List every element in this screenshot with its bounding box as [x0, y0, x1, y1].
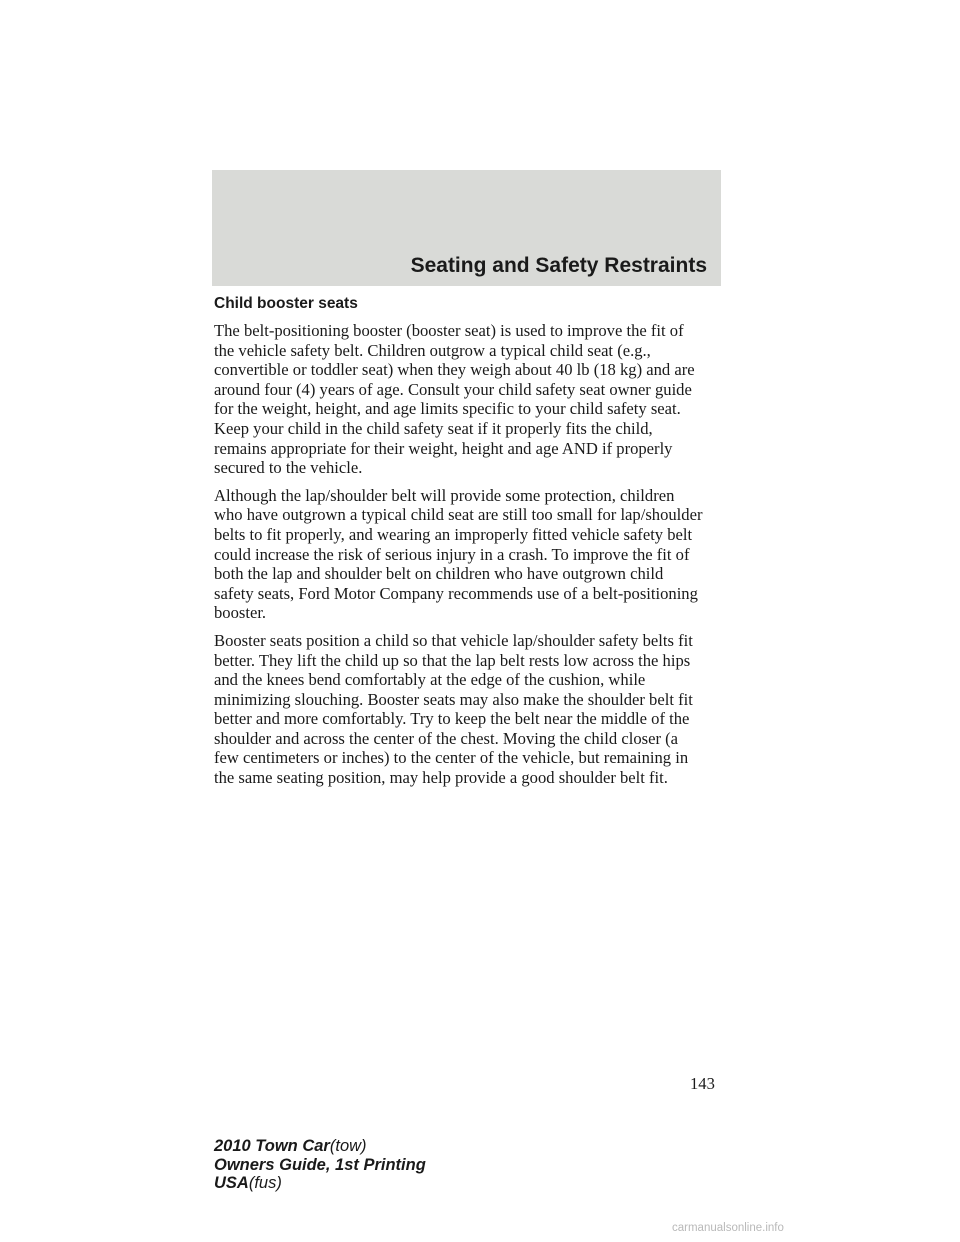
paragraph-line: could increase the risk of serious injury in a crash. To improve the fit of — [214, 544, 690, 564]
paragraph-line: secured to the vehicle. — [214, 458, 363, 478]
paragraph-line: the same seating position, may help provide a good shoulder belt fit. — [214, 768, 668, 788]
section-header-band — [212, 170, 721, 286]
paragraph-line: for the weight, height, and age limits specific to your child safety seat. — [214, 399, 681, 419]
footer-market-code: (fus) — [248, 1174, 282, 1192]
footer-model-name: 2010 Town Car — [214, 1137, 330, 1155]
footer-model-code: (tow) — [329, 1137, 367, 1155]
paragraph-line: belts to fit properly, and wearing an improperly fitted vehicle safety belt — [214, 524, 693, 544]
footer-line-edition: Owners Guide, 1st Printing — [214, 1155, 426, 1174]
paragraph-line: and the knees bend comfortably at the edge of the cushion, while — [214, 670, 646, 690]
paragraph-line: remains appropriate for their weight, height and age AND if properly — [214, 438, 673, 458]
paragraph-line: Booster seats position a child so that vehicle lap/shoulder safety belts fit — [214, 630, 693, 650]
watermark: carmanualsonline.info — [672, 1222, 784, 1234]
paragraph-line: who have outgrown a typical child seat are still too small for lap/shoulder — [214, 505, 703, 525]
document-footer — [214, 1137, 426, 1193]
paragraph-line: minimizing slouching. Booster seats may also make the shoulder belt fit — [214, 689, 693, 709]
paragraph-line: Keep your child in the child safety seat if it properly fits the child, — [214, 418, 653, 438]
page-content — [214, 294, 734, 796]
paragraph-line: both the lap and shoulder belt on children who have outgrown child — [214, 564, 664, 584]
paragraph-line: safety seats, Ford Motor Company recommends use of a belt-positioning — [214, 583, 698, 603]
paragraph-line: the vehicle safety belt. Children outgrow a typical child seat (e.g., — [214, 340, 651, 360]
paragraph-line: shoulder and across the center of the chest. Moving the child closer (a — [214, 728, 679, 748]
footer-market-name: USA — [214, 1174, 249, 1192]
paragraph-line: convertible or toddler seat) when they weigh about 40 lb (18 kg) and are — [214, 360, 695, 380]
paragraph-line: better. They lift the child up so that the lap belt rests low across the hips — [214, 650, 691, 670]
paragraph-2 — [214, 486, 734, 623]
section-title: Seating and Safety Restraints — [410, 254, 707, 277]
footer-line-model — [214, 1137, 426, 1156]
page-number: 143 — [690, 1074, 715, 1093]
paragraph-line: few centimeters or inches) to the center of the vehicle, but remaining in — [214, 748, 689, 768]
paragraph-line: better and more comfortably. Try to keep the belt near the middle of the — [214, 709, 690, 729]
paragraph-1 — [214, 321, 734, 478]
section-heading: Child booster seats — [214, 295, 358, 312]
footer-line-market — [214, 1174, 426, 1193]
paragraph-line: booster. — [214, 603, 267, 623]
paragraph-line: around four (4) years of age. Consult your child safety seat owner guide — [214, 379, 692, 399]
paragraph-3 — [214, 631, 734, 788]
paragraph-line: The belt-positioning booster (booster seat) is used to improve the fit of — [214, 321, 684, 340]
paragraph-line: Although the lap/shoulder belt will provide some protection, children — [214, 485, 675, 505]
